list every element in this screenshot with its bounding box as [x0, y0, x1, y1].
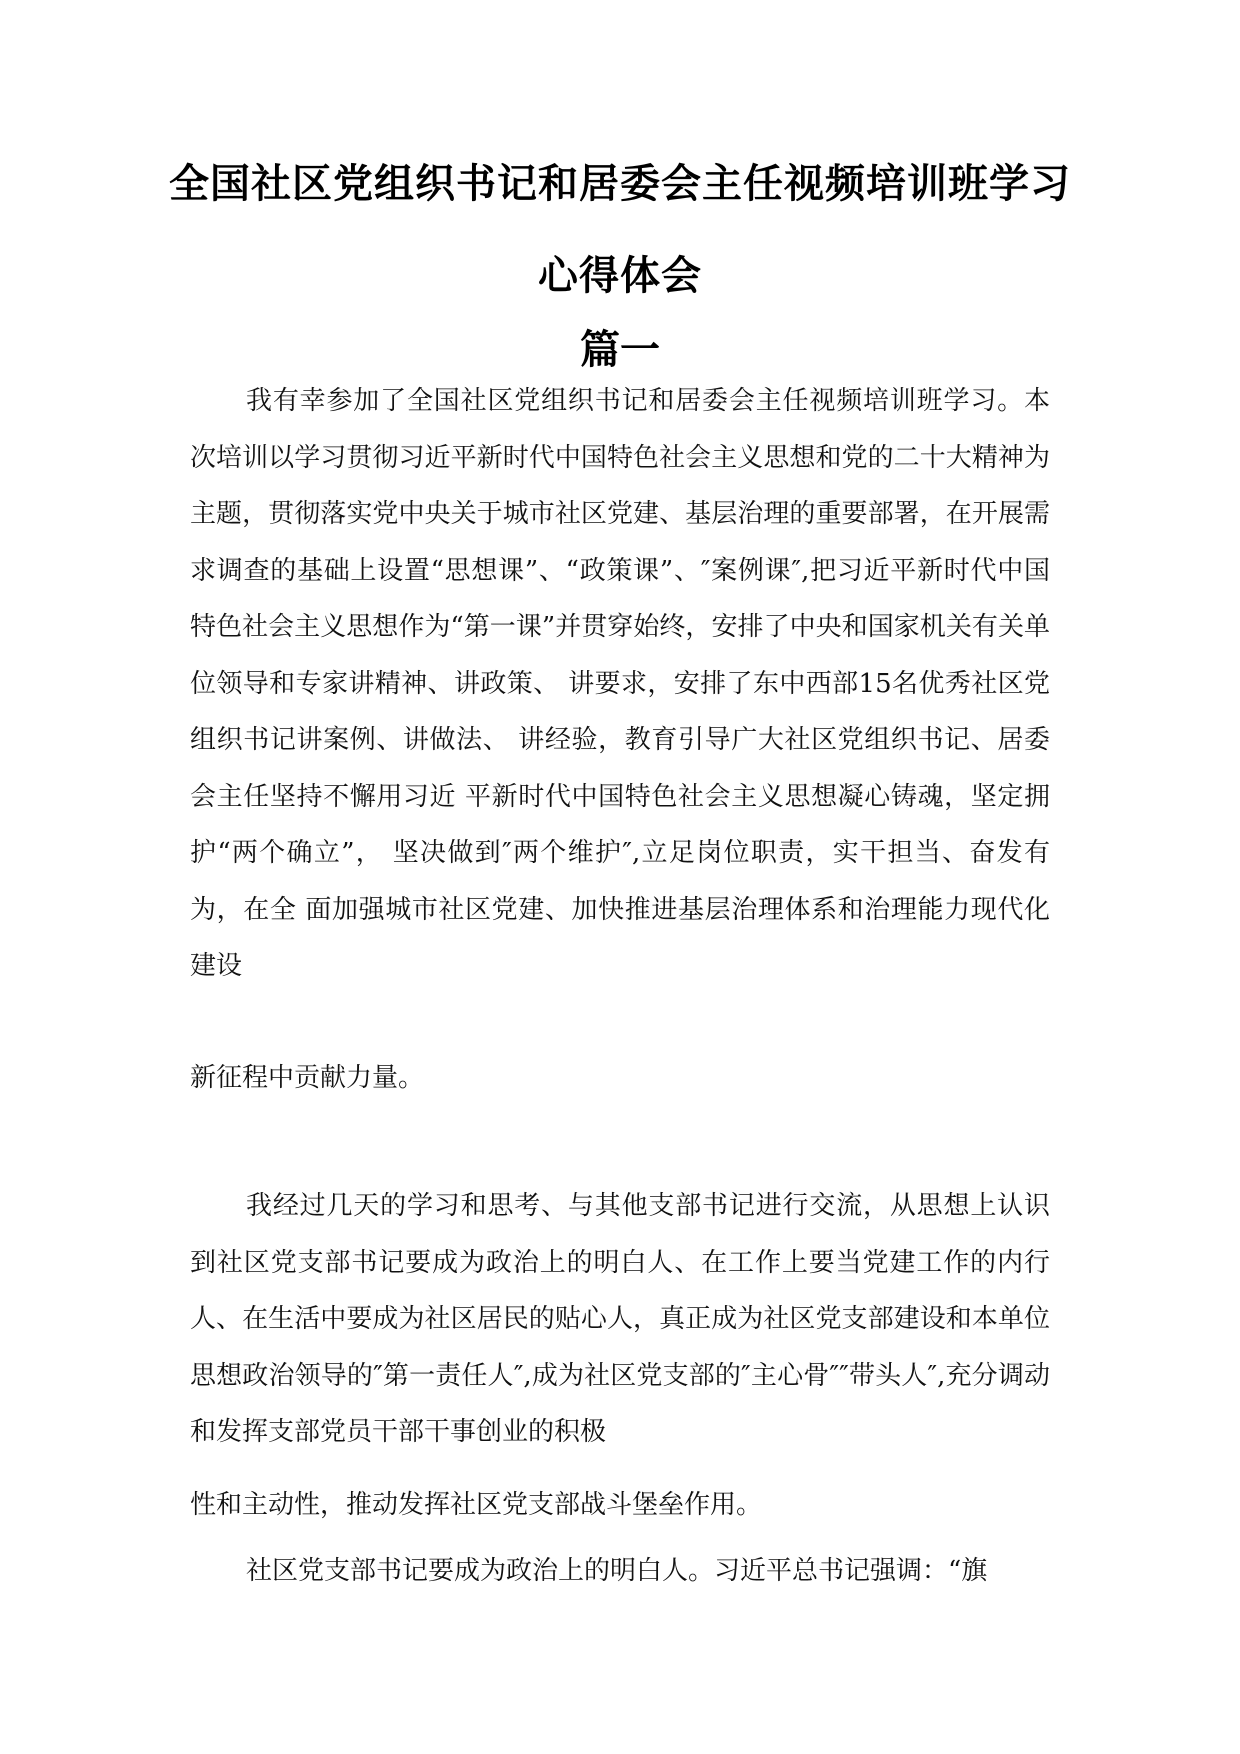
document-title-line1: 全国社区党组织书记和居委会主任视频培训班学习: [169, 160, 1071, 207]
paragraph-continuation: 新征程中贡献力量。: [190, 1063, 425, 1093]
paragraph-political: 社区党支部书记要成为政治上的明白人。习近平总书记强调：“旗: [246, 1556, 988, 1586]
section-heading: 篇一: [580, 326, 660, 373]
paragraph-reflection: 我经过几天的学习和思考、与其他支部书记进行交流，从思想上认识到社区党支部书记要成为政治上的明白人、在工作上要当党建工作的内行人、在生活中要成为社区居民的贴心人，真正成为社区党支部建设和本单位思想政治领导的″第一责任人″,成为社区党支部的″主心骨″″带头人″,充分调动和发挥支部党员干部干事创业的积极: [190, 1191, 1050, 1447]
paragraph-intro: 我有幸参加了全国社区党组织书记和居委会主任视频培训班学习。本次培训以学习贯彻习近平新时代中国特色社会主义思想和党的二十大精神为主题，贯彻落实党中央关于城市社区党建、基层治理的重要部署，在开展需求调查的基础上设置“思想课”、“政策课”、″案例课″,把习近平新时代中国特色社会主义思想作为“第一课”并贯穿始终，安排了中央和国家机关有关单位领导和专家讲精神、讲政策、 讲要求，安排了东中西部15名优秀社区党组织书记讲案例、讲做法、 讲经验，教育引导广大社区党组织书记、居委会主任坚持不懈用习近 平新时代中国特色社会主义思想凝心铸魂，坚定拥护“两个确立”， 坚决做到″两个维护″,立足岗位职责，实干担当、奋发有为，在全 面加强城市社区党建、加快推进基层治理体系和治理能力现代化建设: [190, 386, 1050, 981]
paragraph-reflection-continuation: 性和主动性，推动发挥社区党支部战斗堡垒作用。: [190, 1490, 763, 1520]
document-title-line2: 心得体会: [538, 252, 702, 299]
